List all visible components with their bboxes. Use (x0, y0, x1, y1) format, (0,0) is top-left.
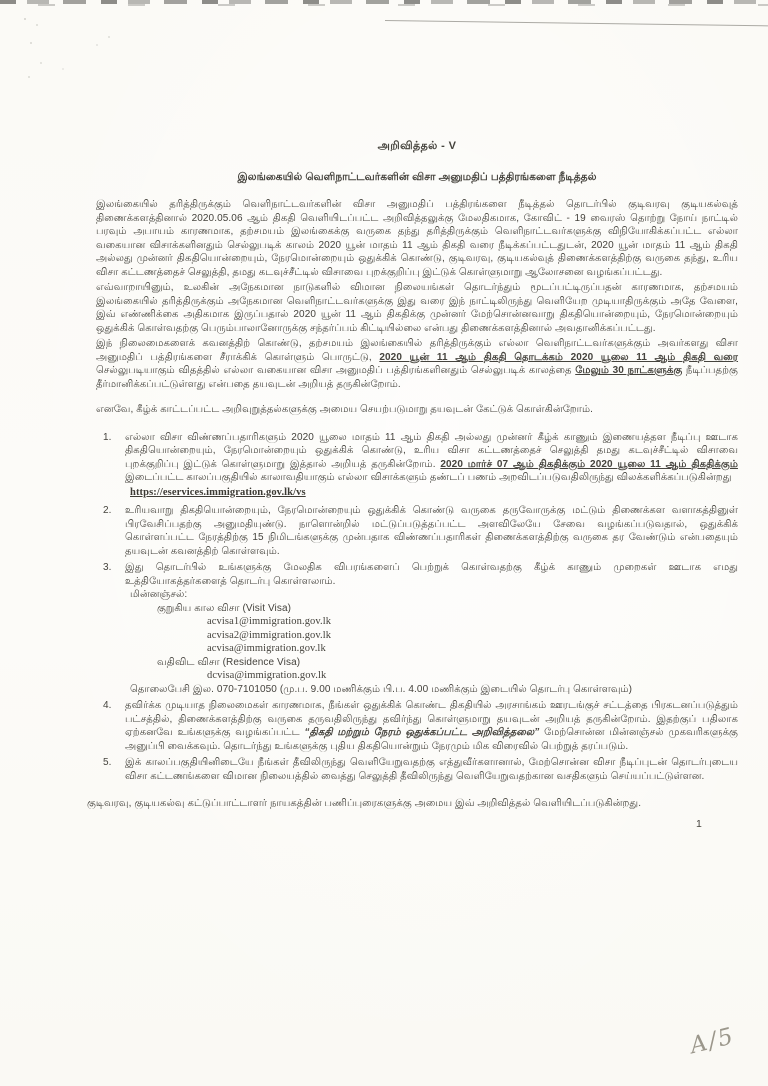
paragraph-3-text-3: நீடிப்பதற்கு தீர்மானிக்கப்பட்டுள்ளது என்பதை தயவுடன் அறியத் தருகின்றோம். (96, 365, 738, 390)
handwritten-annotation: A/5 (687, 1023, 738, 1060)
appointment-notice-italic: “திகதி மற்றும் நேரம் ஒதுக்கப்பட்ட அறிவித்தலை” (304, 727, 540, 738)
visit-visa-email-1: acvisa1@immigration.gov.lk (207, 616, 332, 627)
visit-visa-email-2: acvisa2@immigration.gov.lk (207, 629, 332, 641)
item-1-text-1: எல்லா விசா விண்ணப்பதாரிகளும் 2020 யூலை மாதம் 11 ஆம் திகதி அல்லது முன்னர் கீழ்க் காணும் இணையத்தள நீடிப்பு ஊடாக திகதியொன்றையும், நேரமொன்றையும் ஒதுக்கிக் கொண்டு, உரிய விசா கட்டணத்தைச் செலுத்தி தமது கடவுச்சீட்டில் விசாவை புறக்குறிப்பு இட்டுக் கொள்ளுமாறு இத்தால் அறியத் தருகின்றோம். (125, 431, 738, 470)
phone-contact-line: தொலைபேசி இல. 070-7101050 (மு.ப. 9.00 மணிக்கும் பி.ப. 4.00 மணிக்கும் இடையில் தொடர்பு கொள்ளவும்) (130, 683, 633, 695)
item-3-number: 3. (103, 562, 112, 573)
scan-artifact-specks (24, 18, 26, 20)
item-1-text (125, 431, 738, 502)
scan-artifact-diagonal-line (385, 20, 768, 26)
visit-visa-label: குறுகிய கால விசா (Visit Visa) (157, 602, 292, 614)
notice-subtitle: இலங்கையில் வெளிநாட்டவர்களின் விசா அனுமதிப் பத்திரங்களை நீடித்தல் (237, 170, 597, 183)
item-3-text (125, 561, 738, 696)
page-number: 1 (696, 817, 702, 830)
fine-exemption-period-underlined: 2020 மார்ச் 07 ஆம் திகதிக்கும் 2020 யூலை 11 ஆம் திகதிக்கும் (440, 458, 738, 470)
scan-artifact-top-edge-thin (0, 4, 768, 6)
item-1-text-2: இடைப்பட்ட காலப்பகுதியில் காலாவதியாகும் எல்லா விசாக்களும் தண்டப் பணம் அறவிடப்படுவதிலிருந்து விலக்களிக்கப்படுகின்றது (125, 472, 732, 483)
item-4-text (125, 699, 738, 753)
item-5-number: 5. (103, 757, 112, 768)
residence-visa-label: வதிவிட விசா (Residence Visa) (157, 656, 301, 668)
list-item-2 (103, 504, 738, 558)
notice-body (87, 140, 739, 831)
list-item-4 (103, 699, 738, 753)
list-item-3 (103, 561, 738, 696)
item-4-text-1: தவிர்க்க முடியாத நிலைமைகள் காரணமாக, நீங்கள் ஒதுக்கிக் கொண்ட திகதியில் அரசாங்கம் ஊரடங்குச் சட்டத்தை பிரகடனப்படுத்தும் பட்சத்தில், திணைக்களத்திற்கு வருகை தருவதிலிருந்து தவிர்ந்து கொள்ளுமாறு தயவுடன் அறியத் தருகின்றோம். இதற்குப் பதிலாக ஏற்கனவே உங்களுக்கு வழங்கப்பட்ட (125, 700, 738, 738)
item-2-text: உரியவாறு திகதியொன்றையும், நேரமொன்றையும் ஒதுக்கிக் கொண்டு வருகை தருவோருக்கு மட்டும் திணைக்கள வளாகத்தினுள் பிரவேசிப்பதற்கு அனுமதியுண்டு. நாளொன்றில் மட்டுப்படுத்தப்பட்ட அளவிலேயே சேவை வழங்கப்படுவதால், ஒதுக்கிக் கொள்ளப்பட்ட நேரத்திற்கு 15 நிமிடங்களுக்கு முன்பதாக விண்ணப்பதாரிகள் திணைக்களத்திற்கு வருகை தர வேண்டும் என்பதையும் தயவுடன் கவனத்திற் கொள்ளவும். (125, 505, 738, 557)
instructions-intro: எனவே, கீழ்க் காட்டப்பட்ட அறிவுறுத்தல்களுக்கு அமைய செயற்படுமாறு தயவுடன் கேட்டுக் கொள்கின்றோம். (96, 404, 594, 415)
visit-visa-email-3: acvisa@immigration.gov.lk (207, 643, 326, 654)
list-item-5 (103, 756, 738, 783)
item-5-text: இக் காலப்பகுதியினிடையே நீங்கள் தீவிலிருந்து வெளியேறுவதற்கு எத்துவீர்களானால், மேற்சொன்ன விசா நீடிப்புடன் தொடர்புடைய விசா கட்டணங்களை விமான நிலையத்தில் வைத்து செலுத்தி தீவிலிருந்து வெளியேறுவதற்கான வசதிகளும் செய்யப்பட்டுள்ளன. (125, 757, 738, 782)
paragraph-3-text-1: இந் நிலைமைகளைக் கவனத்திற் கொண்டு, தற்சமயம் இலங்கையில் தரித்திருக்கும் எல்லா வெளிநாட்டவர்களுக்கும் அவர்களது விசா அனுமதிப் பத்திரங்களை சீராக்கிக் கொள்ளும் பொருட்டு, (96, 338, 738, 363)
extension-period-underlined: 2020 யூன் 11 ஆம் திகதி தொடக்கம் 2020 யூலை 11 ஆம் திகதி வரை (379, 351, 739, 363)
instructions-list (103, 431, 738, 784)
email-section-label: மின்னஞ்சல்: (130, 589, 188, 600)
item-4-text-2: மேற்சொன்ன மின்னஞ்சல் முகவரிகளுக்கு அனுப்பி வைக்கவும். தொடர்ந்து உங்களுக்கு புதிய திகதியொன்றும் நேரமும் மிக விரைவில் பெற்றுத் தரப்படும். (125, 727, 738, 752)
item-4-number: 4. (103, 700, 112, 711)
item-3-text-1: இது தொடர்பில் உங்களுக்கு மேலதிக விபரங்களைப் பெற்றுக் கொள்வதற்கு கீழ்க் காணும் முறைகள் ஊடாக எமது உத்தியோகத்தர்களைத் தொடர்பு கொள்ளலாம். (125, 562, 738, 587)
residence-visa-email: dcvisa@immigration.gov.lk (207, 670, 327, 681)
paragraph-1: இலங்கையில் தரித்திருக்கும் வெளிநாட்டவர்களின் விசா அனுமதிப் பத்திரங்களை நீடித்தல் தொடர்பில் குடிவரவு குடியகல்வுத் திணைக்களத்தினால் 2020.05.06 ஆம் திகதி வெளியிடப்பட்ட அறிவித்தலுக்கு மேலதிகமாக, கோவிட் - 19 வைரஸ் தொற்று நோய் நாட்டில் பரவும் அபாயம் காரணமாக, தற்சமயம் இலங்கைக்கு வருகை தந்து தரித்திருக்கும் வெளிநாட்டவர்களுக்கு விநியோகிக்கப்பட்ட எல்லா வகையான விசாக்களினதும் செல்லுபடிக் காலம் 2020 யூன் மாதம் 11 ஆம் திகதி வரை நீடிக்கப்பட்டதுடன், 2020 யூன் மாதம் 11 ஆம் திகதி அல்லது முன்னர் திகதியொன்றையும், நேரமொன்றையும் ஒதுக்கிக் கொண்டு, குடிவரவு, குடியகல்வுத் திணைக்களத்திற்கு வருகை தந்து, உரிய விசா கட்டணத்தைச் செலுத்தி, தமது கடவுச்சீட்டில் விசாவை புறக்குறிப்பு இட்டுக் கொள்ளுமாறு ஆலோசனை வழங்கப்பட்டது. (96, 199, 738, 278)
list-item-1 (103, 431, 738, 502)
item-2-number: 2. (103, 505, 112, 516)
closing-statement: குடிவரவு, குடியகல்வு கட்டுப்பாட்டாளர் நாயகத்தின் பணிப்புரைகளுக்கு அமைய இவ் அறிவித்தல் வெளியிடப்படுகின்றது. (87, 798, 642, 809)
eservices-url-link: https://eservices.immigration.gov.lk/vs (130, 486, 306, 498)
item-1-number: 1. (103, 431, 112, 443)
notice-title: அறிவித்தல் - V (377, 140, 457, 152)
paragraph-3 (96, 337, 738, 391)
extension-days-underlined: மேலும் 30 நாட்களுக்கு (575, 365, 683, 376)
paragraph-2: எவ்வாறாயினும், உலகின் அநேகமான நாடுகளில் விமான நிலையங்கள் தொடர்ந்தும் மூடப்பட்டிருப்பதன் காரணமாக, தற்சமயம் இலங்கையில் தரித்திருக்கும் அநேகமான வெளிநாட்டவர்களுக்கு இது வரை இந் நாட்டிலிருந்து வெளியேற முடியாதிருக்கும் அதே வேளை, இவ் எண்ணிக்கை அதிகமாக இருப்பதால் 2020 யூன் 11 ஆம் திகதிக்கு முன்னர் மேற்சொன்னவாறு திகதியொன்றையும், நேரமொன்றையும் ஒதுக்கிக் கொள்வதற்கு பெரும்பாலானோருக்கு சந்தர்ப்பம் கிட்டியில்லை என்பது திணைக்களத்தினால் அவதானிக்கப்பட்டது. (96, 282, 738, 334)
paragraph-3-text-2: செல்லுபடியாகும் விதத்தில் எல்லா வகையான விசா அனுமதிப் பத்திரங்களினதும் செல்லுபடிக் காலத்தை (96, 365, 576, 376)
